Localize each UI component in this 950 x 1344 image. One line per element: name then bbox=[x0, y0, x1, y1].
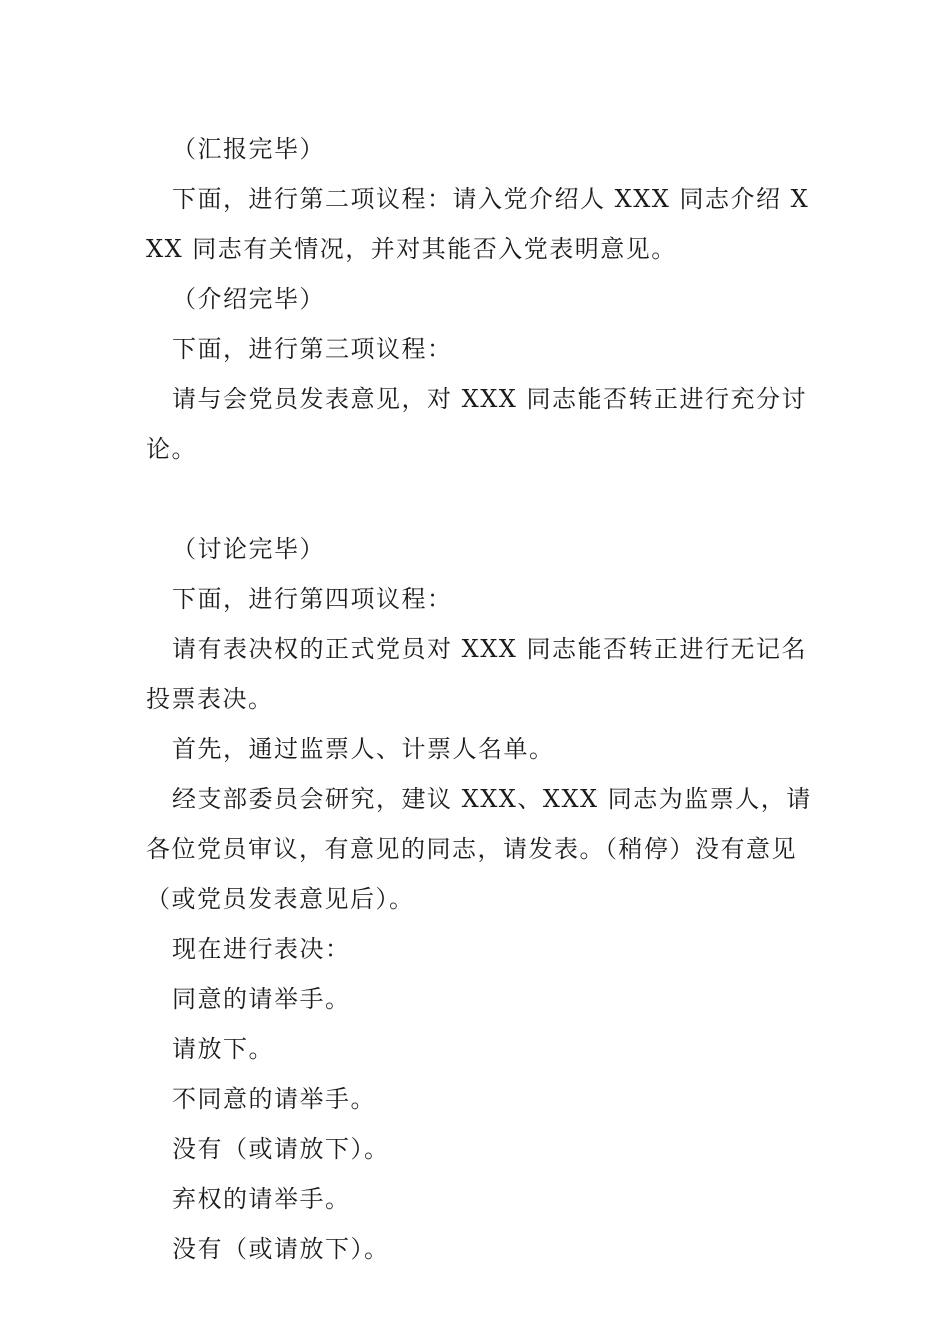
paragraph-disagree-raise: 不同意的请举手。 bbox=[172, 1085, 376, 1113]
paragraph-agree-raise: 同意的请举手。 bbox=[172, 985, 351, 1013]
paragraph-intro-done: （介绍完毕） bbox=[172, 285, 325, 313]
paragraph-none-one: 没有（或请放下）。 bbox=[172, 1135, 390, 1163]
paragraph-report-done: （汇报完毕） bbox=[172, 135, 325, 163]
paragraph-none-two: 没有（或请放下）。 bbox=[172, 1235, 390, 1263]
paragraph-agenda-four: 下面，进行第四项议程： bbox=[172, 585, 453, 613]
paragraph-monitors-list: 首先，通过监票人、计票人名单。 bbox=[172, 735, 555, 763]
paragraph-hands-down: 请放下。 bbox=[172, 1035, 274, 1063]
paragraph-agenda-two: 下面，进行第二项议程：请入党介绍人 XXX 同志介绍 XXX 同志有关情况，并对其能否入党表明意见。 bbox=[146, 185, 810, 263]
paragraph-monitors-proposal: 经支部委员会研究，建议 XXX、XXX 同志为监票人，请各位党员审议，有意见的同志，请发表。（稍停）没有意见（或党员发表意见后）。 bbox=[146, 785, 812, 913]
paragraph-agenda-three: 下面，进行第三项议程： bbox=[172, 335, 453, 363]
paragraph-discussion-request: 请与会党员发表意见，对 XXX 同志能否转正进行充分讨论。 bbox=[146, 385, 808, 463]
paragraph-vote-now: 现在进行表决： bbox=[172, 935, 351, 963]
paragraph-spacer bbox=[146, 474, 816, 524]
paragraph-vote-request: 请有表决权的正式党员对 XXX 同志能否转正进行无记名投票表决。 bbox=[146, 635, 808, 713]
paragraph-discussion-done: （讨论完毕） bbox=[172, 535, 325, 563]
paragraph-abstain-raise: 弃权的请举手。 bbox=[172, 1185, 351, 1213]
document-body bbox=[146, 124, 816, 1274]
